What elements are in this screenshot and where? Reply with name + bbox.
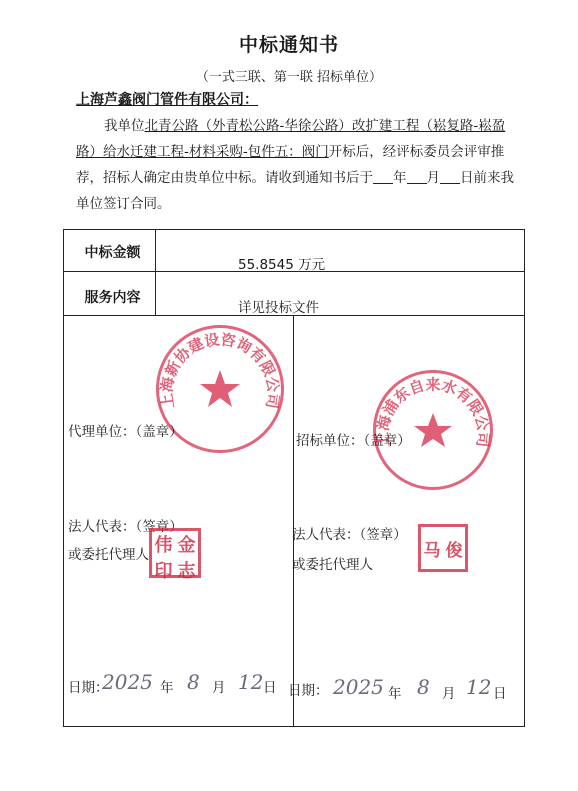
service-value: 详见投标文件 [238, 300, 319, 316]
right-year-unit: 年 [388, 686, 402, 702]
recipient-company: 上海芦鑫阀门管件有限公司： [76, 92, 258, 108]
tenderee-seal-star-icon [414, 413, 452, 447]
document-title: 中标通知书 [238, 34, 339, 56]
left-year-unit: 年 [160, 680, 174, 696]
left-personal-stamp [149, 528, 201, 582]
year-blank [373, 183, 393, 184]
stamp-char: 伟 [154, 535, 173, 556]
right-proxy-label: 或委托代理人 [292, 557, 373, 573]
body-line-2-suffix: 开标后，经评标委员会评审推 [328, 144, 505, 160]
amount-value: 55.8545 万元 [238, 257, 326, 273]
right-day-handwritten: 12 [466, 675, 492, 699]
left-day-unit: 日 [263, 680, 277, 696]
tenderee-seal-text: 浦东自来水有限 [379, 375, 487, 419]
right-personal-stamp [418, 524, 468, 572]
stamp-char: 金 [177, 535, 196, 556]
right-date-label: 日期： [288, 683, 329, 699]
body-line-3 [76, 165, 546, 191]
month-blank [407, 183, 427, 184]
body-prefix: 我单位 [104, 118, 145, 134]
body-line-2 [76, 139, 546, 165]
right-month-unit: 月 [442, 686, 456, 702]
month-word: 月 [426, 170, 440, 186]
left-legal-rep-label: 法人代表：（签章） [68, 519, 183, 535]
left-day-handwritten: 12 [238, 670, 264, 694]
left-proxy-label: 或委托代理人 [68, 547, 149, 563]
body-line-3-tail: 日前来我 [460, 170, 514, 186]
signature-column-divider [293, 315, 294, 727]
agent-seal-star-icon [200, 370, 240, 407]
right-day-unit: 日 [493, 686, 507, 702]
stamp-char: 俊 [445, 540, 463, 561]
right-legal-rep-label: 法人代表：（签章） [292, 527, 407, 543]
stamp-char: 印 [154, 561, 173, 582]
table-column-divider [155, 229, 156, 315]
body-line-1 [104, 113, 554, 139]
document-subtitle: （一式三联、第一联 招标单位） [195, 70, 383, 85]
right-month-handwritten: 8 [417, 675, 430, 699]
left-month-handwritten: 8 [187, 670, 200, 694]
left-year-handwritten: 2025 [102, 670, 153, 694]
body-line-4: 单位签订合同。 [76, 196, 171, 212]
agent-unit-label: 代理单位：（盖章） [68, 424, 183, 440]
tenderee-unit-label: 招标单位：（盖章） [296, 433, 411, 449]
stamp-char: 马 [423, 540, 441, 561]
project-name-part-2: 路）给水迁建工程-材料采购-包件五：阀门 [76, 144, 329, 160]
project-name-part-1: 北青公路（外青松公路-华徐公路）改扩建工程（崧复路-崧盈 [144, 118, 506, 134]
left-month-unit: 月 [212, 680, 226, 696]
service-label: 服务内容 [84, 290, 141, 306]
agent-seal-text: 上海新协建设咨询有限公司 [159, 330, 281, 410]
amount-label: 中标金额 [84, 245, 141, 261]
year-word: 年 [393, 170, 407, 186]
stamp-char: 志 [177, 561, 196, 582]
body-line-3-text: 荐，招标人确定由贵单位中标。请收到通知书后于 [76, 170, 373, 186]
right-year-handwritten: 2025 [333, 675, 384, 699]
left-date-label: 日期： [68, 680, 109, 696]
day-blank [440, 183, 460, 184]
